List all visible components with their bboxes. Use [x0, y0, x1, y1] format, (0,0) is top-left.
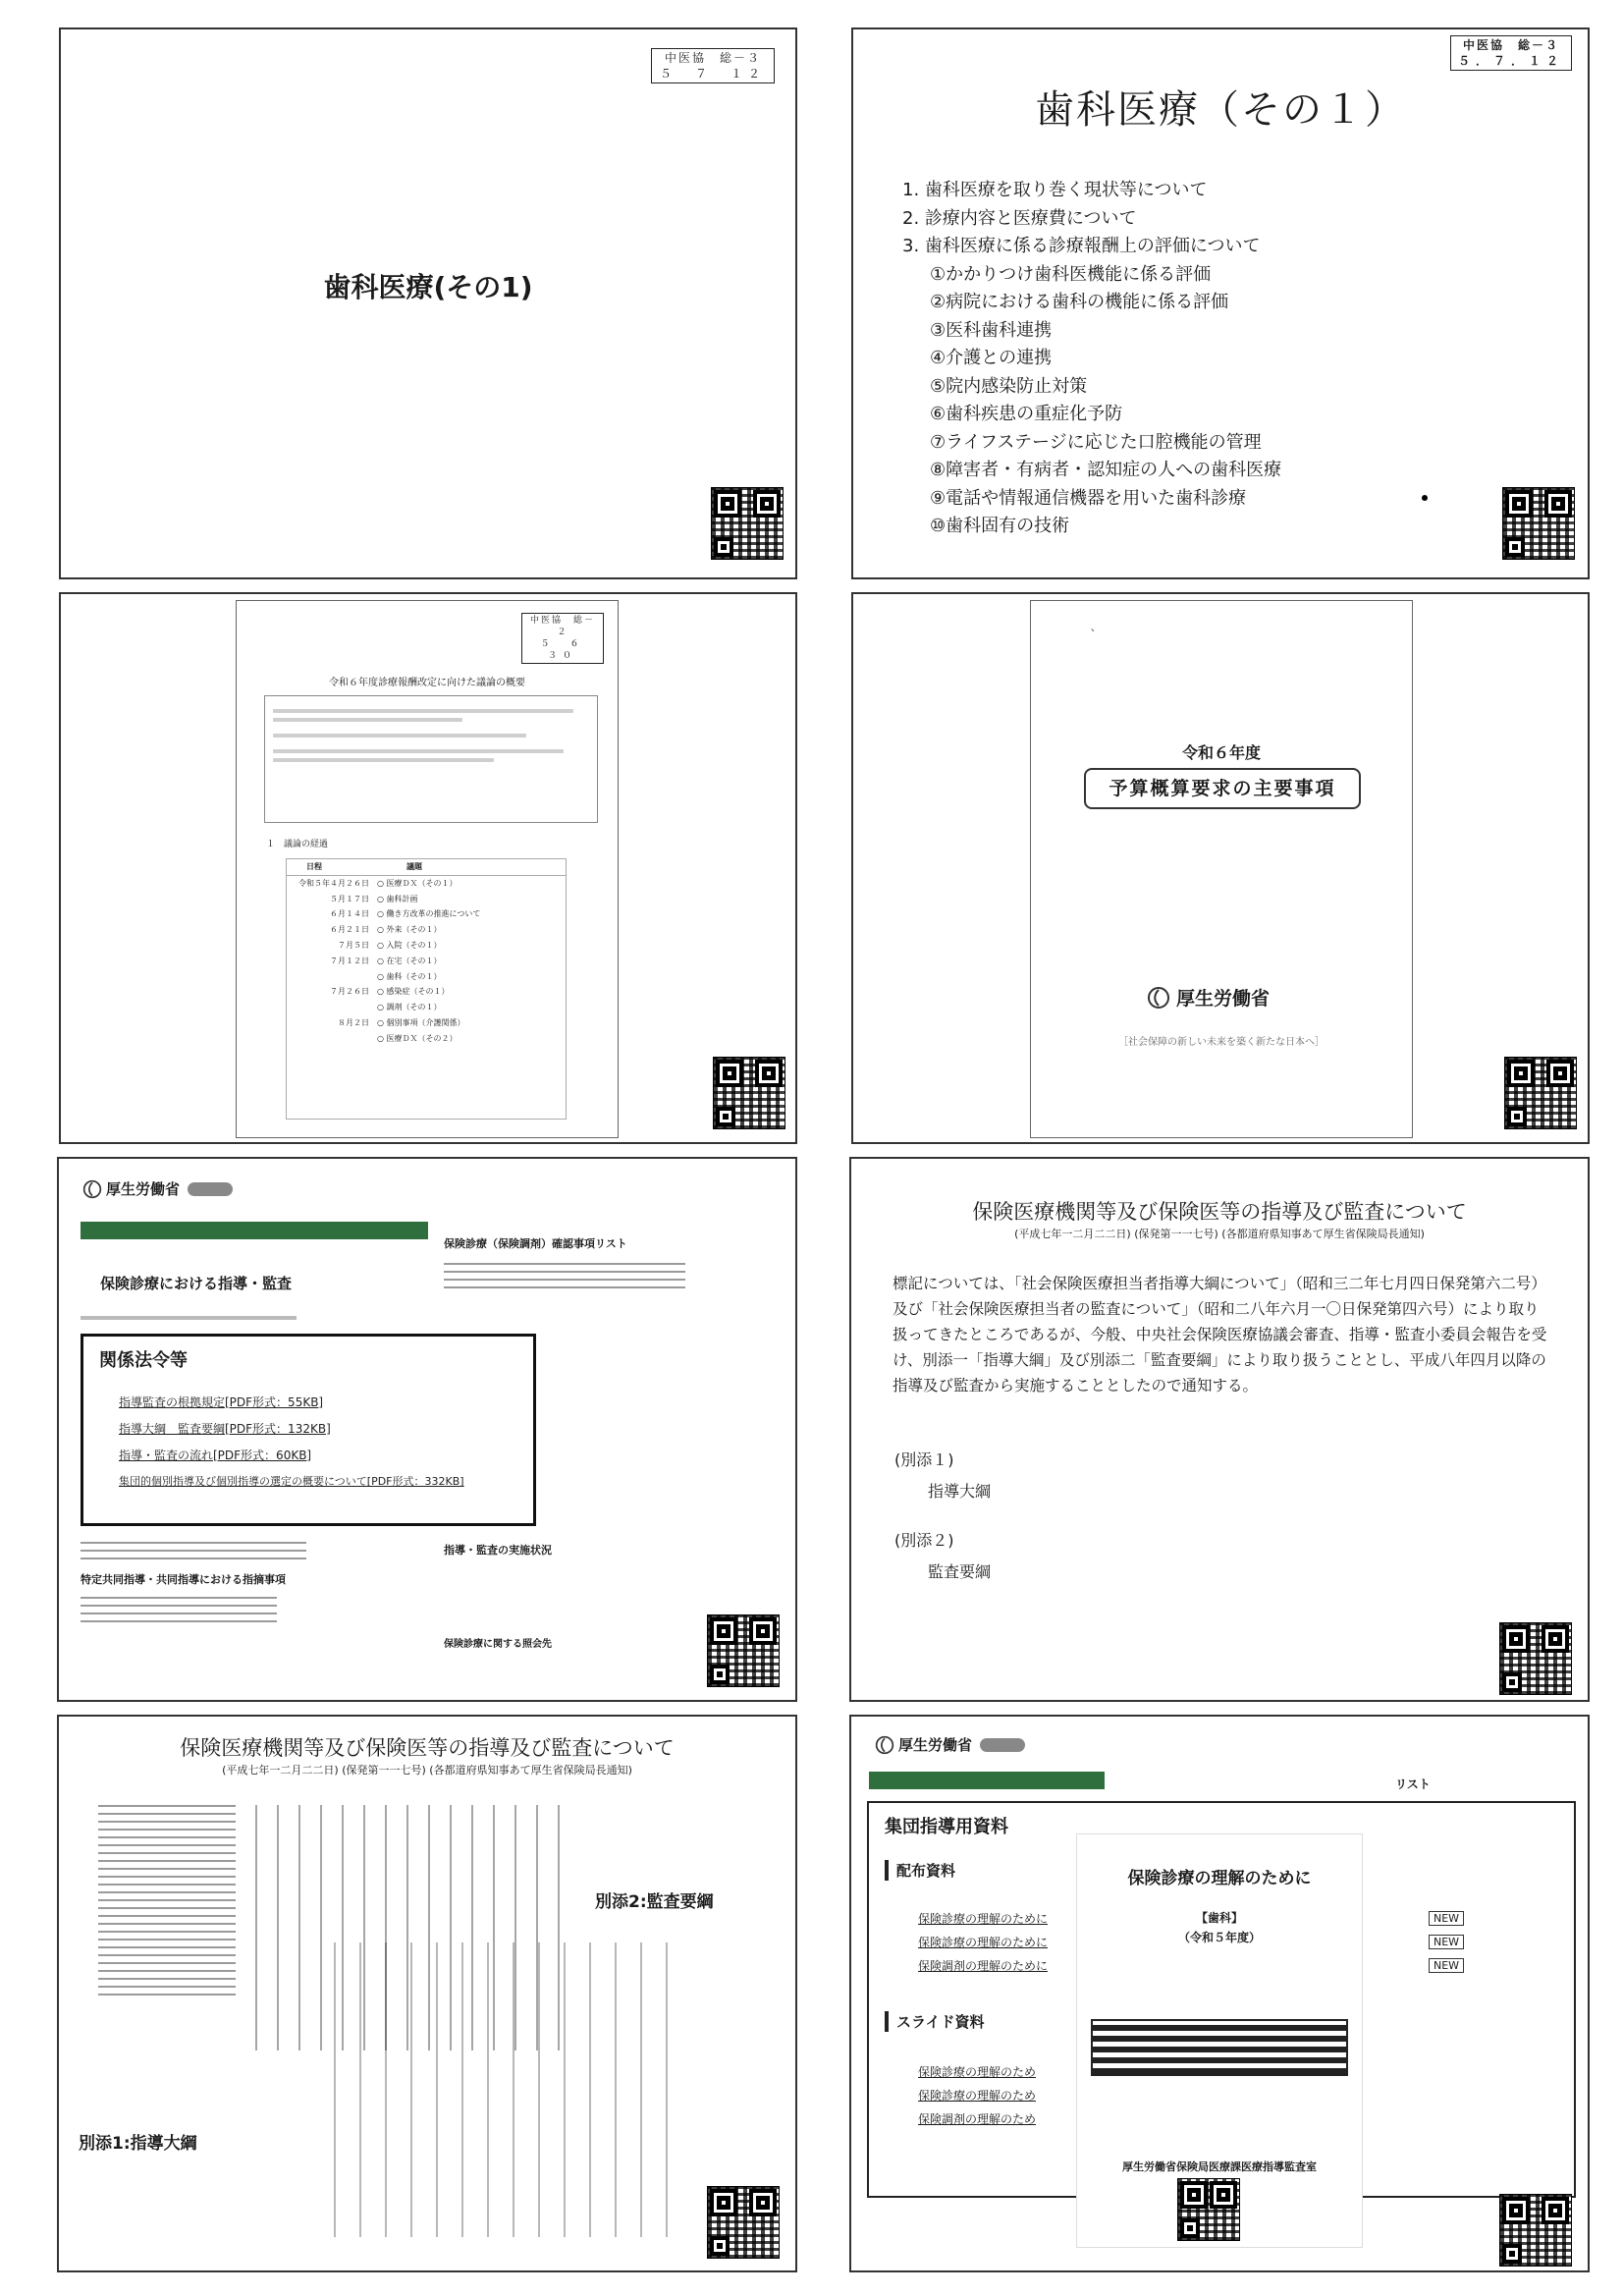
global-nav-bar[interactable]: [81, 1222, 428, 1239]
document-page: [236, 600, 619, 1138]
scanned-vertical-text: [334, 1942, 668, 2237]
qr-code-icon: [1504, 1057, 1577, 1129]
notice-subtitle: (平成七年一二月二二日) (保発第一一七号) (各都道府県知事あて厚生省保険局長通知): [1014, 1228, 1425, 1240]
home-button[interactable]: [188, 1182, 233, 1196]
booklet-notice-box: [1091, 2019, 1348, 2076]
new-badge: NEW: [1429, 1954, 1464, 1978]
notice-body: 標記については、「社会保険医療担当者指導大綱について」（昭和三二年七月四日保発第六二号）及び「社会保険医療担当者の監査について」（昭和二八年六月一〇日保発第四六号）により取り扱ってきたところであるが、今般、中央社会保険医療協議会審査、指導・監査小委員会報告を受け、別添一「指導大綱」及び別添二「監査要綱」により取り扱うこととし、平成八年四月以降の指導及び監査から実施することとしたので通知する。: [893, 1275, 1547, 1394]
toc-subitem: ⑩歯科固有の技術: [930, 516, 1070, 536]
schedule-table: [286, 858, 567, 1120]
doc-id: 中医協 総－３: [1462, 38, 1559, 52]
slide-group-guidance-materials: [849, 1715, 1590, 2272]
new-badge: NEW: [1429, 1907, 1464, 1931]
toc-subitem: ②病院における歯科の機能に係る評価: [930, 292, 1229, 312]
booklet-title: 保険診療の理解のために: [1127, 1869, 1312, 1888]
doc-footer: ［社会保障の新しい未来を築く新たな日本へ］: [1118, 1037, 1325, 1048]
toc-item: 2. 診療内容と医療費について: [902, 207, 1137, 229]
booklet-subtitle: （令和５年度）: [1177, 1931, 1261, 1944]
table-row: ６月１４日 ○ 働き方改革の推進について: [330, 909, 481, 919]
slide-budget-request: [851, 592, 1590, 1144]
doc-id-tag: [1450, 35, 1572, 71]
section-heading: １ 議論の経過: [266, 840, 329, 849]
toc-subitem: ⑨電話や情報通信機器を用いた歯科診療: [930, 487, 1247, 509]
notice-title: 保険医療機関等及び保険医等の指導及び監査について: [180, 1736, 675, 1760]
attachment-name: 監査要綱: [928, 1562, 992, 1581]
new-badge: NEW: [1429, 1931, 1464, 1954]
law-link[interactable]: 集団的個別指導及び個別指導の選定の概要について[PDF形式：332KB]: [119, 1475, 464, 1488]
law-link[interactable]: 指導監査の根拠規定[PDF形式：55KB]: [119, 1395, 324, 1409]
qr-code-icon: [713, 1057, 785, 1129]
fiscal-year: 令和６年度: [1181, 743, 1261, 762]
site-name: 厚生労働省: [106, 1180, 181, 1198]
section-heading: 配布資料: [885, 1860, 955, 1881]
toc-subitem: ①かかりつけ歯科医機能に係る評価: [930, 263, 1212, 285]
toc-subitem: ③医科歯科連携: [930, 319, 1053, 341]
material-link[interactable]: 保険調剤の理解のために: [918, 1959, 1049, 1973]
doc-id: 中医協 総－３: [664, 51, 761, 65]
attachment-label: (別添１): [894, 1450, 954, 1469]
slide-attachments: [57, 1715, 797, 2272]
table-row: ○ 歯科（その１）: [377, 971, 442, 981]
qr-code-icon: [1499, 1622, 1572, 1695]
attachment-label: (別添２): [894, 1531, 954, 1550]
table-row: ７月５日 ○ 入院（その１）: [338, 940, 442, 950]
toc-subitem: ⑦ライフステージに応じた口腔機能の管理: [930, 431, 1262, 453]
site-name: 厚生労働省: [898, 1736, 973, 1754]
page-title: 保険診療における指導・監査: [100, 1275, 293, 1292]
slide-title-text: 歯科医療（その１）: [1035, 87, 1406, 133]
slide-title: [59, 27, 797, 579]
ministry-logo-icon: [875, 1735, 894, 1755]
qr-code-icon: [707, 1614, 780, 1687]
notice-subtitle: (平成七年一二月二二日) (保発第一一七号) (各都道府県知事あて厚生省保険局長通知): [222, 1764, 632, 1777]
home-button[interactable]: [980, 1738, 1025, 1752]
attachment-label: 別添2:監査要綱: [595, 1892, 714, 1912]
dot-mark: [1422, 495, 1428, 501]
scanned-text-block: [98, 1799, 236, 2001]
material-link[interactable]: 保険調剤の理解のため: [918, 2112, 1037, 2126]
section-heading: リスト: [1395, 1777, 1431, 1791]
section-heading: 保険診療（保険調剤）確認事項リスト: [444, 1237, 627, 1250]
ministry-logo-icon: [82, 1179, 102, 1199]
site-logo: [875, 1734, 1025, 1755]
global-nav-bar[interactable]: [869, 1772, 1105, 1789]
document-page: ` 令和６年度 予算概算要求の主要事項 厚生労働省 ［社会保障の新しい未来を築く新たな日本へ］: [1030, 600, 1413, 1138]
summary-box: [264, 695, 598, 823]
doc-date: ５ ７ １２: [659, 67, 766, 81]
section-heading: 保険診療に関する照会先: [444, 1639, 552, 1650]
table-row: ○ 医療ＤＸ（その２）: [377, 1033, 458, 1043]
material-link[interactable]: 保険診療の理解のため: [918, 2089, 1037, 2103]
material-link[interactable]: 保険診療の理解のため: [918, 2065, 1037, 2079]
site-logo: [82, 1178, 233, 1199]
toc-subitem: ④介護との連携: [930, 348, 1053, 368]
related-laws-box: [81, 1334, 536, 1526]
table-header: 日程 議題: [287, 859, 566, 876]
table-row: ６月２１日 ○ 外来（その１）: [330, 925, 442, 935]
slide-mhlw-web-guidance: [57, 1157, 797, 1702]
table-row: ○ 調剤（その１）: [377, 1003, 442, 1012]
booklet-subtitle: 【歯科】: [1195, 1911, 1243, 1925]
toc-item: 1. 歯科医療を取り巻く現状等について: [902, 180, 1208, 200]
section-heading: 特定共同指導・共同指導における指摘事項: [81, 1573, 286, 1586]
doc-title: 令和６年度診療報酬改定に向けた議論の概要: [329, 678, 525, 688]
attachment-name: 指導大綱: [928, 1482, 992, 1501]
law-link[interactable]: 指導・監査の流れ[PDF形式：60KB]: [119, 1449, 312, 1462]
table-row: ８月２日 ○ 個別事項（介護関係）: [338, 1017, 465, 1027]
doc-main-title: 予算概算要求の主要事項: [1084, 768, 1361, 809]
qr-code-icon: [1499, 2194, 1572, 2267]
material-link[interactable]: 保険診療の理解のために: [918, 1912, 1049, 1926]
qr-code-icon: [711, 487, 784, 560]
material-list: [918, 1907, 1048, 1978]
doc-id: 中医協 総－２: [529, 616, 595, 637]
new-badges: [1429, 1907, 1464, 1978]
ministry-logo: [1147, 984, 1270, 1011]
material-list: [918, 2060, 1036, 2131]
section-heading: 指導・監査の実施状況: [444, 1544, 552, 1557]
qr-code-icon: [1177, 2178, 1240, 2241]
booklet-cover: [1077, 1834, 1362, 2247]
box-title: 関係法令等: [99, 1350, 188, 1371]
slide-title-text: 歯科医療(その1): [323, 271, 533, 303]
table-row: 令和５年４月２６日 ○ 医療ＤＸ（その１）: [298, 878, 458, 888]
ministry-logo-icon: [1147, 986, 1170, 1010]
doc-id-tag: [651, 48, 775, 83]
table-row: ７月１２日 ○ 在宅（その１）: [330, 956, 442, 965]
slide-notice-text: [849, 1157, 1590, 1702]
box-title: 集団指導用資料: [885, 1817, 1008, 1837]
section-heading: スライド資料: [885, 2011, 985, 2032]
toc-subitem: ⑥歯科疾患の重症化予防: [930, 404, 1123, 424]
qr-code-icon: [707, 2186, 780, 2259]
toc-subitem: ⑤院内感染防止対策: [930, 375, 1088, 397]
table-of-contents: [902, 177, 1281, 541]
slide-contents: [851, 27, 1590, 579]
attachment-label: 別添1:指導大綱: [79, 2134, 197, 2154]
table-row: ５月１７日 ○ 歯科計画: [330, 894, 418, 903]
qr-code-icon: [1502, 487, 1575, 560]
table-row: ７月２６日 ○ 感染症（その１）: [330, 987, 450, 997]
ministry-name: 厚生労働省: [1176, 988, 1271, 1010]
doc-id-tag: [521, 613, 604, 664]
law-link[interactable]: 指導大綱 監査要綱[PDF形式：132KB]: [119, 1422, 331, 1436]
slide-discussion-summary: [59, 592, 797, 1144]
material-link[interactable]: 保険診療の理解のために: [918, 1936, 1049, 1949]
doc-date: ５．７．１２: [1457, 54, 1564, 68]
booklet-footer: 厚生労働省保険局医療課医療指導監査室: [1122, 2160, 1317, 2173]
toc-subitem: ⑧障害者・有病者・認知症の人への歯科医療: [930, 460, 1282, 480]
doc-date: ５ ６ ３０: [540, 639, 600, 661]
notice-title: 保険医療機関等及び保険医等の指導及び監査について: [972, 1200, 1467, 1224]
toc-item: 3. 歯科医療に係る診療報酬上の評価について: [902, 236, 1261, 256]
